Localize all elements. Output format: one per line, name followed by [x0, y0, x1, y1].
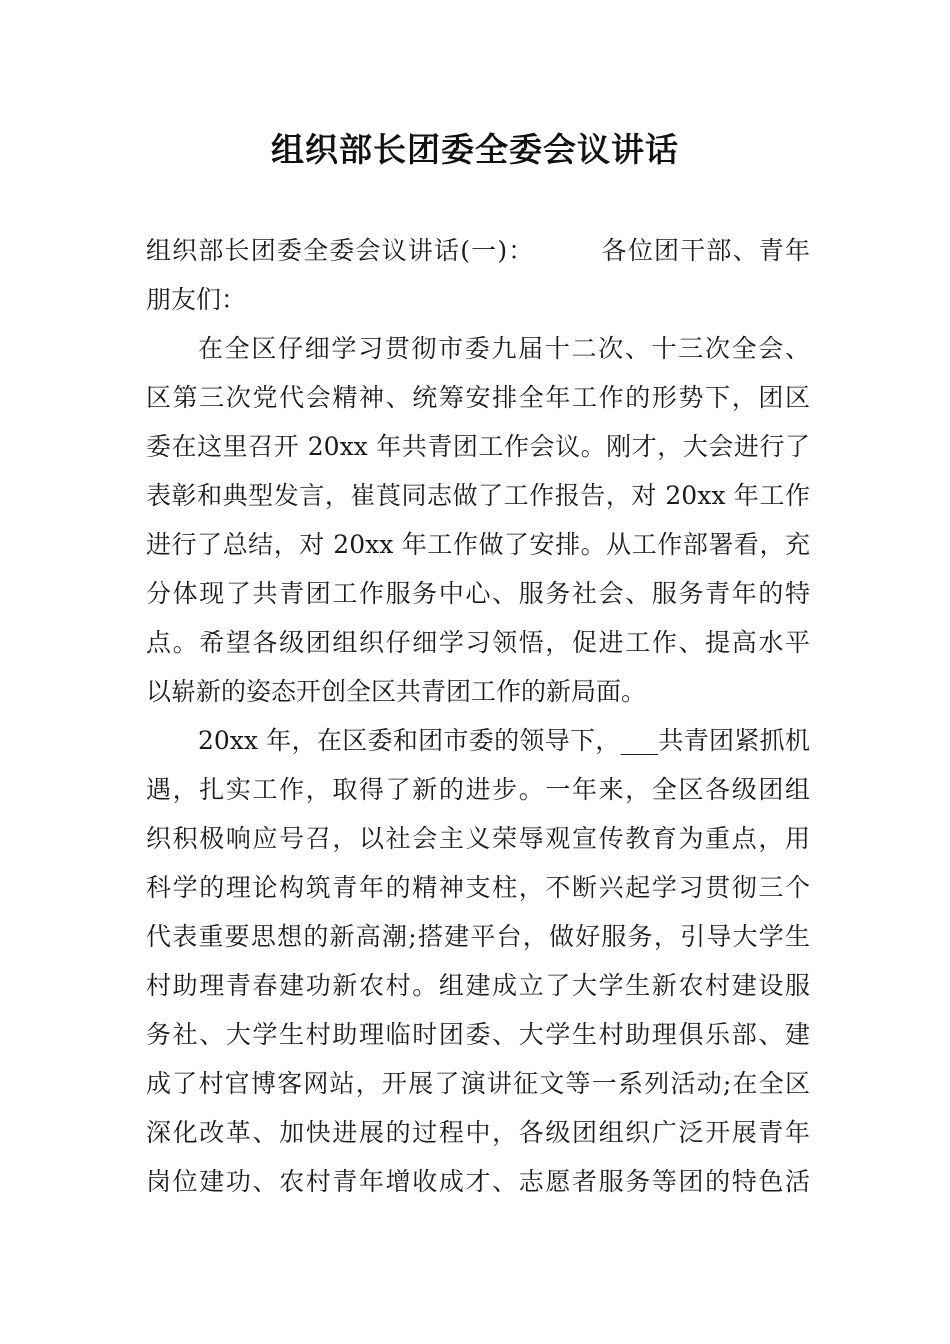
- paragraph-line: 区第三次党代会精神、统筹安排全年工作的形势下，团区: [146, 383, 810, 412]
- paragraph-line: 村助理青春建功新农村。组建成立了大学生新农村建设服: [146, 971, 810, 1000]
- paragraph-line: 科学的理论构筑青年的精神支柱，不断兴起学习贯彻三个: [146, 873, 810, 902]
- paragraph-line: 以崭新的姿态开创全区共青团工作的新局面。: [146, 677, 647, 706]
- salutation-line: 朋友们：: [146, 285, 247, 314]
- paragraph-line: 点。希望各级团组织仔细学习领悟，促进工作、提高水平: [146, 628, 810, 657]
- paragraph-2: [146, 716, 810, 1206]
- paragraph-line: 进行了总结，对 20xx 年工作做了安排。从工作部署看，充: [146, 530, 810, 559]
- paragraph-line: 务社、大学生村助理临时团委、大学生村助理俱乐部、建: [146, 1020, 810, 1049]
- intro-heading: 组织部长团委全委会议讲话(一)：: [146, 236, 535, 265]
- paragraph-line: 分体现了共青团工作服务中心、服务社会、服务青年的特: [146, 579, 810, 608]
- paragraph-line: 表彰和典型发言，崔莨同志做了工作报告，对 20xx 年工作: [146, 481, 810, 510]
- paragraph-line: 委在这里召开 20xx 年共青团工作会议。刚才，大会进行了: [146, 432, 810, 461]
- paragraph-line: 20xx 年，在区委和团市委的领导下，___共青团紧抓机: [198, 726, 810, 755]
- intro-line: [146, 226, 810, 275]
- paragraph-1: [146, 324, 810, 716]
- paragraph-line: 在全区仔细学习贯彻市委九届十二次、十三次全会、: [198, 334, 810, 363]
- paragraph-line: 代表重要思想的新高潮;搭建平台，做好服务，引导大学生: [146, 922, 810, 951]
- paragraph-line: 织积极响应号召，以社会主义荣辱观宣传教育为重点，用: [146, 824, 810, 853]
- paragraph-line: 岗位建功、农村青年增收成才、志愿者服务等团的特色活: [146, 1167, 810, 1196]
- paragraph-line: 遇，扎实工作，取得了新的进步。一年来，全区各级团组: [146, 775, 810, 804]
- salutation-part1: 各位团干部、青年: [600, 236, 810, 265]
- document-title: 组织部长团委全委会议讲话: [271, 130, 679, 169]
- paragraph-line: 成了村官博客网站，开展了演讲征文等一系列活动;在全区: [146, 1069, 810, 1098]
- paragraph-line: 深化改革、加快进展的过程中，各级团组织广泛开展青年: [146, 1118, 810, 1147]
- document-body: [146, 226, 810, 1206]
